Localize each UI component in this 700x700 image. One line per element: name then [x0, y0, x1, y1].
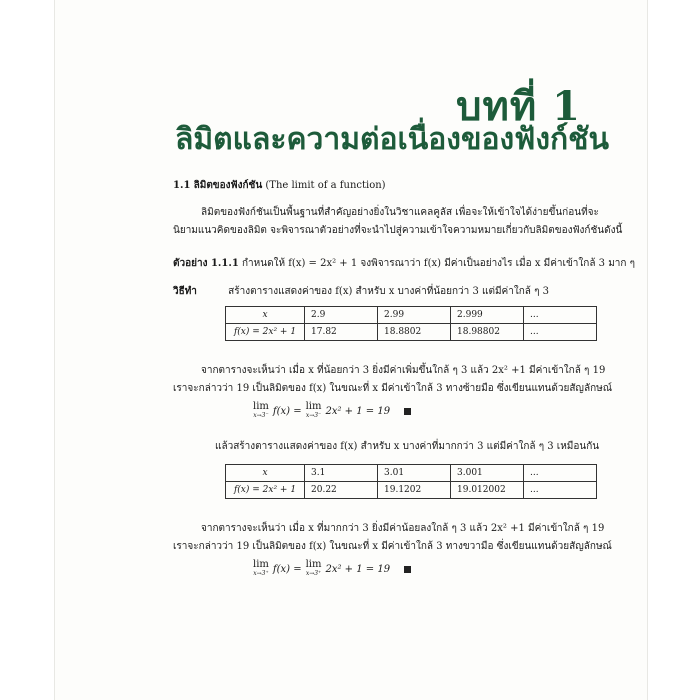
- table-row: [226, 324, 597, 341]
- chapter-heading: บทที่ 1: [456, 83, 581, 130]
- end-of-proof-square-icon: [404, 408, 411, 415]
- limit-subscript: x→3⁺: [305, 570, 322, 577]
- right-limit-formula: [253, 560, 411, 578]
- table-cell: ...: [524, 307, 597, 324]
- table-cell: 17.82: [305, 324, 378, 341]
- table-header-x: x: [226, 465, 305, 482]
- table-cell: 3.01: [378, 465, 451, 482]
- table-cell: 20.22: [305, 482, 378, 499]
- table-cell: 18.98802: [451, 324, 524, 341]
- example-label: ตัวอย่าง 1.1.1: [173, 258, 239, 269]
- table-cell: 19.1202: [378, 482, 451, 499]
- table-header-x: x: [226, 307, 305, 324]
- values-table-right: [225, 464, 597, 499]
- example-statement: [173, 256, 635, 271]
- end-of-proof-square-icon: [404, 566, 411, 573]
- book-page: [54, 0, 648, 700]
- limit-word: lim: [305, 559, 322, 570]
- table-cell: 2.9: [305, 307, 378, 324]
- table-cell: 18.8802: [378, 324, 451, 341]
- right-limit-line-2: เราจะกล่าวว่า 19 เป็นลิมิตของ f(x) ในขณะที่ x มีค่าเข้าใกล้ 3 ทางขวามือ ซึ่งเขียนแทนด้วยสัญลักษณ์: [173, 541, 612, 552]
- intro-line-2: นิยามแนวคิดของลิมิต จะพิจารณาตัวอย่างที่จะนำไปสู่ความเข้าใจความหมายเกี่ยวกับลิมิตของฟังก์ชันดังนี้: [173, 225, 623, 236]
- left-limit-paragraph: [173, 362, 612, 398]
- section-thai-title: ลิมิตของฟังก์ชัน: [193, 180, 263, 191]
- table-cell: 2.999: [451, 307, 524, 324]
- limit-operator: [253, 402, 269, 420]
- section-heading: [173, 178, 386, 193]
- limit-subscript: x→3⁻: [253, 412, 269, 419]
- table-cell: 3.1: [305, 465, 378, 482]
- section-english-title: (The limit of a function): [265, 180, 386, 191]
- right-limit-paragraph: [173, 520, 612, 556]
- limit-rhs: 2x² + 1 = 19: [325, 405, 391, 417]
- limit-operator: [253, 560, 269, 578]
- values-table-left: [225, 306, 597, 341]
- right-limit-line-1: จากตารางจะเห็นว่า เมื่อ x ที่มากกว่า 3 ยิ่งมีค่าน้อยลงใกล้ ๆ 3 แล้ว 2x² +1 มีค่าเข้าใกล้ ๆ 19: [201, 523, 605, 534]
- solution-label: วิธีทำ: [173, 286, 197, 297]
- limit-operator: [306, 402, 322, 420]
- limit-word: lim: [305, 401, 322, 412]
- limit-lhs: f(x) =: [272, 405, 302, 417]
- table-row: [226, 465, 597, 482]
- limit-word: lim: [253, 559, 269, 570]
- solution-statement: [173, 284, 549, 299]
- left-limit-line-1: จากตารางจะเห็นว่า เมื่อ x ที่น้อยกว่า 3 ยิ่งมีค่าเพิ่มขึ้นใกล้ ๆ 3 แล้ว 2x² +1 มีค่าเข้าใกล้ ๆ 19: [201, 365, 606, 376]
- table-cell: 19.012002: [451, 482, 524, 499]
- limit-operator: [306, 560, 322, 578]
- table-cell: ...: [524, 482, 597, 499]
- solution-text: สร้างตารางแสดงค่าของ f(x) สำหรับ x บางค่าที่น้อยกว่า 3 แต่มีค่าใกล้ ๆ 3: [228, 286, 549, 297]
- section-number: 1.1: [173, 180, 191, 191]
- limit-word: lim: [253, 401, 269, 412]
- limit-lhs: f(x) =: [272, 563, 302, 575]
- example-text: กำหนดให้ f(x) = 2x² + 1 จงพิจารณาว่า f(x) มีค่าเป็นอย่างไร เมื่อ x มีค่าเข้าใกล้ 3 มาก ๆ: [241, 258, 636, 269]
- left-limit-line-2: เราจะกล่าวว่า 19 เป็นลิมิตของ f(x) ในขณะที่ x มีค่าเข้าใกล้ 3 ทางซ้ายมือ ซึ่งเขียนแทนด้วยสัญลักษณ์: [173, 383, 613, 394]
- table-header-f: f(x) = 2x² + 1: [226, 324, 305, 341]
- intro-line-1: ลิมิตของฟังก์ชันเป็นพื้นฐานที่สำคัญอย่างยิ่งในวิชาแคลคูลัส เพื่อจะให้เข้าใจได้ง่ายขึ้นก่อนที่จะ: [201, 207, 599, 218]
- table-row: [226, 482, 597, 499]
- chapter-title: ลิมิตและความต่อเนื่องของฟังก์ชัน: [175, 122, 610, 157]
- right-table-intro: แล้วสร้างตารางแสดงค่าของ f(x) สำหรับ x บางค่าที่มากกว่า 3 แต่มีค่าใกล้ ๆ 3 เหมือนกัน: [215, 441, 600, 452]
- left-limit-formula: [253, 402, 411, 420]
- limit-rhs: 2x² + 1 = 19: [325, 563, 391, 575]
- intro-paragraph: [173, 204, 622, 240]
- table-cell: 3.001: [451, 465, 524, 482]
- table-row: [226, 307, 597, 324]
- table-cell: 2.99: [378, 307, 451, 324]
- table-cell: ...: [524, 324, 597, 341]
- table-cell: ...: [524, 465, 597, 482]
- limit-subscript: x→3⁺: [253, 570, 269, 577]
- limit-subscript: x→3⁻: [305, 412, 322, 419]
- table-header-f: f(x) = 2x² + 1: [226, 482, 305, 499]
